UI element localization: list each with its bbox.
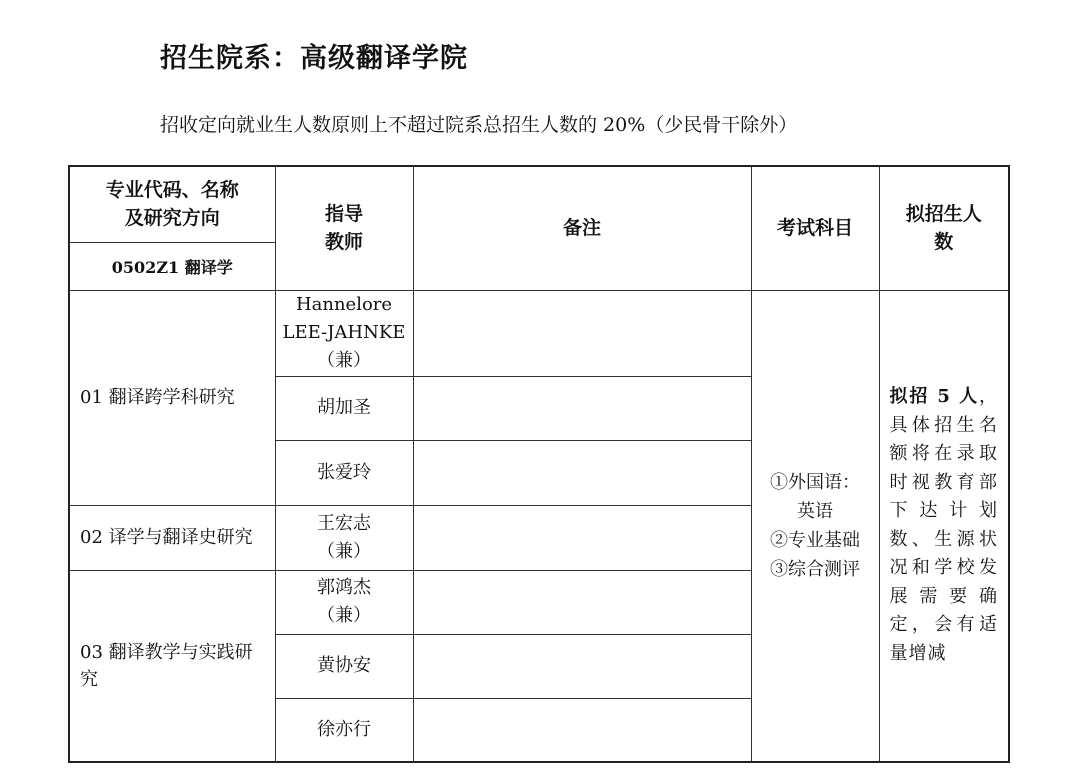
header-remarks: 备注 bbox=[413, 166, 751, 290]
header-code-name: 专业代码、名称 及研究方向 bbox=[69, 166, 275, 242]
remarks-cell bbox=[413, 634, 751, 698]
remarks-cell bbox=[413, 440, 751, 505]
tutor-cell: Hannelore LEE-JAHNKE （兼） bbox=[275, 290, 413, 376]
enroll-count-cell bbox=[879, 290, 1009, 762]
admissions-table bbox=[68, 165, 1010, 763]
remarks-cell bbox=[413, 698, 751, 762]
header-exam: 考试科目 bbox=[751, 166, 879, 290]
remarks-cell bbox=[413, 376, 751, 440]
enroll-count-bold: 拟招 5 人 bbox=[889, 386, 979, 408]
quota-note: 招收定向就业生人数原则上不超过院系总招生人数的 20%（少民骨干除外） bbox=[160, 114, 798, 136]
tutor-cell: 黄协安 bbox=[275, 634, 413, 698]
tutor-cell: 张爱玲 bbox=[275, 440, 413, 505]
tutor-cell: 徐亦行 bbox=[275, 698, 413, 762]
direction-02: 02 译学与翻译史研究 bbox=[69, 505, 275, 570]
remarks-cell bbox=[413, 505, 751, 570]
remarks-cell bbox=[413, 570, 751, 634]
major-code-cell: 0502Z1 翻译学 bbox=[69, 242, 275, 290]
tutor-cell: 郭鸿杰 （兼） bbox=[275, 570, 413, 634]
direction-03: 03 翻译教学与实践研究 bbox=[69, 570, 275, 762]
tutor-cell: 胡加圣 bbox=[275, 376, 413, 440]
page-title: 招生院系：高级翻译学院 bbox=[160, 43, 468, 74]
header-tutor: 指导 教师 bbox=[275, 166, 413, 290]
header-enroll: 拟招生人 数 bbox=[879, 166, 1009, 290]
tutor-cell: 王宏志 （兼） bbox=[275, 505, 413, 570]
direction-01: 01 翻译跨学科研究 bbox=[69, 290, 275, 505]
remarks-cell bbox=[413, 290, 751, 376]
enroll-count-detail: ，具体招生名额将在录取时视教育部下达计划数、生源状况和学校发展需要确定，会有适量增减 bbox=[889, 386, 998, 664]
exam-subjects-cell: ①外国语： 英语 ②专业基础 ③综合测评 bbox=[751, 290, 879, 762]
